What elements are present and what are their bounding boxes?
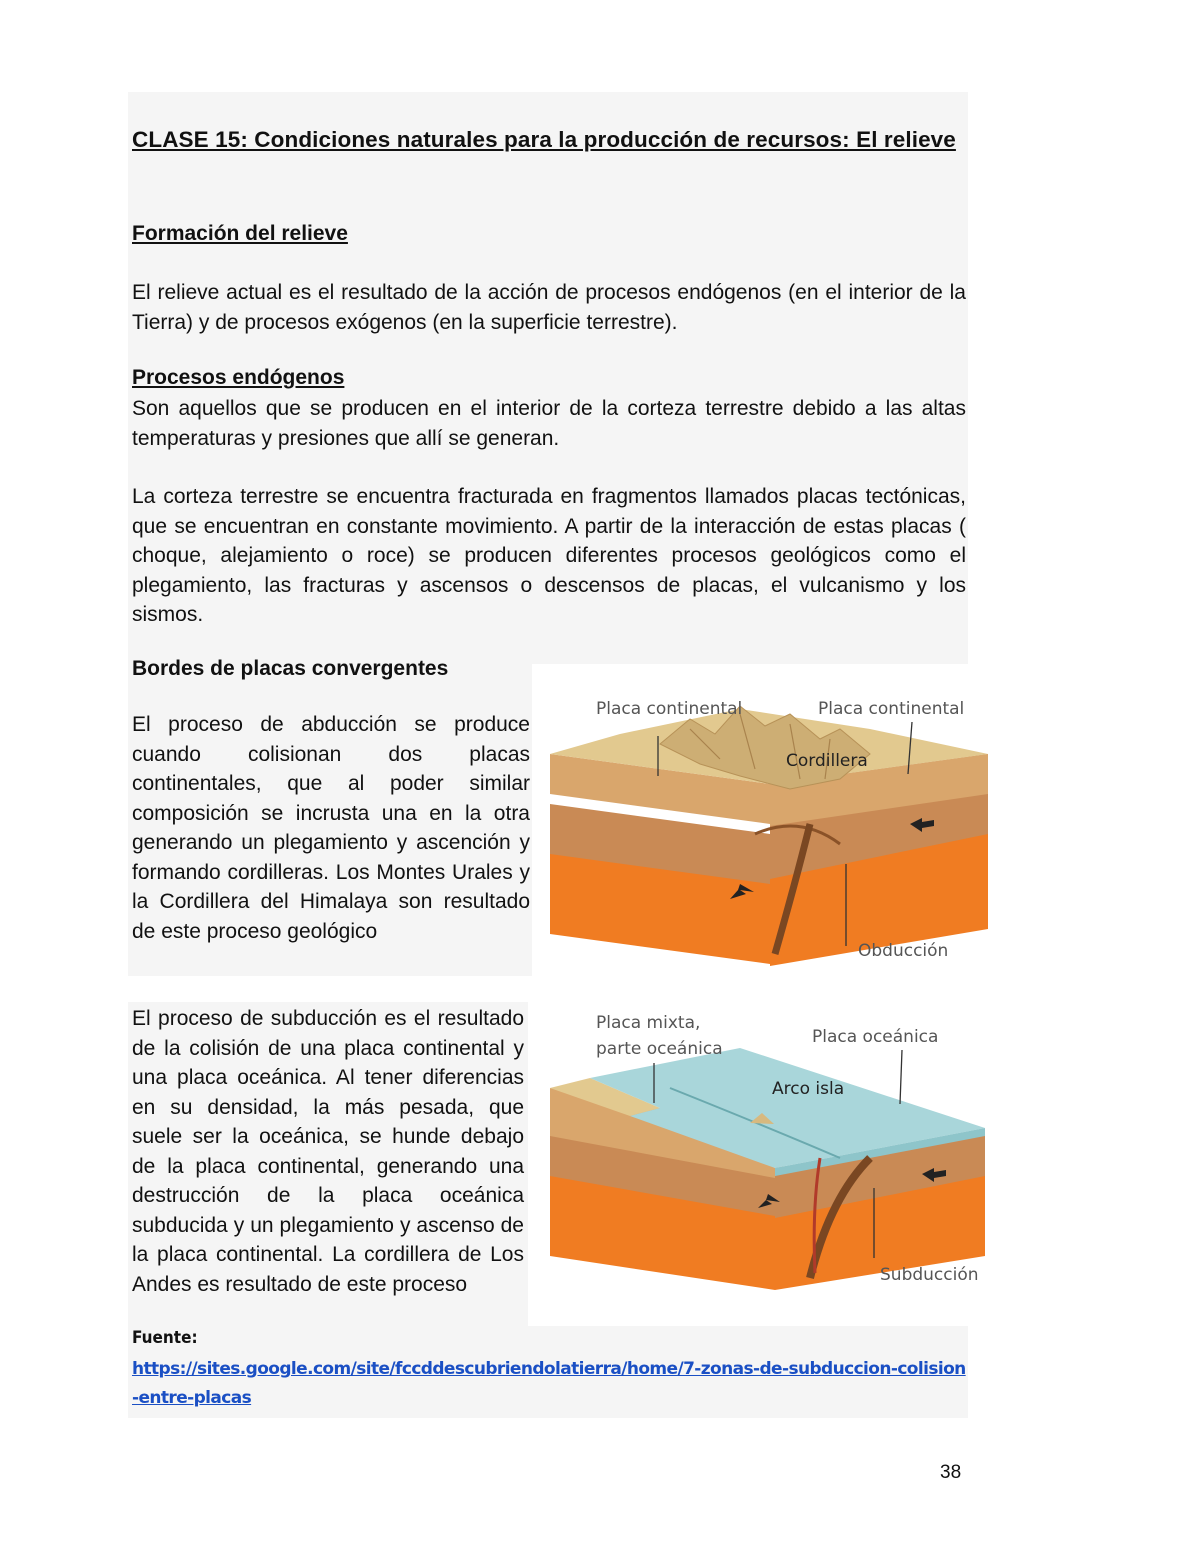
label-subduccion: Subducción <box>880 1265 979 1285</box>
paragraph-formacion: El relieve actual es el resultado de la acción de procesos endógenos (en el interior de la Tierra) y de procesos exógenos (en la superficie terrestre). <box>132 281 966 334</box>
page-number: 38 <box>940 1462 962 1483</box>
label-placa-continental-left: Placa continental <box>596 699 743 719</box>
section-heading-endogenos: Procesos endógenos <box>132 366 345 389</box>
paragraph-endogenos-1: Son aquellos que se producen en el interior de la corteza terrestre debido a las altas temperaturas y presiones que allí se generan. <box>132 397 966 450</box>
paragraph-endogenos-2: La corteza terrestre se encuentra fracturada en fragmentos llamados placas tectónicas, que se encuentran en constante movimiento. A partir de la interacción de estas placas ( choque, alejamiento o roce) se producen diferentes procesos geológicos como el plegamiento, las fracturas y ascensos o descensos de placas, el vulcanismo y los sismos. <box>132 485 966 626</box>
page-title: CLASE 15: Condiciones naturales para la producción de recursos: El relieve <box>132 127 956 152</box>
label-placa-mixta-line1: Placa mixta, <box>596 1013 701 1033</box>
source-label: Fuente: <box>132 1328 198 1348</box>
label-placa-continental-right: Placa continental <box>818 699 965 719</box>
label-placa-mixta-line2: parte oceánica <box>596 1039 723 1059</box>
source-link[interactable]: https://sites.google.com/site/fccddescubriendolatierra/home/7-zonas-de-subduccion-colision-entre-placas <box>132 1359 966 1408</box>
label-cordillera: Cordillera <box>786 751 868 771</box>
paragraph-abduccion: El proceso de abducción se produce cuando colisionan dos placas continentales, que al poder similar composición se incrusta una en la otra generando un plegamiento y ascención y formando cordilleras. Los Montes Urales y la Cordillera del Himalaya son resultado de este proceso geológico <box>132 713 530 943</box>
label-arco-isla: Arco isla <box>772 1079 845 1099</box>
leader-line-right <box>900 1050 902 1104</box>
paragraph-subduccion: El proceso de subducción es el resultado de la colisión de una placa continental y una placa oceánica. Al tener diferencias en su densidad, la más pesada, que suele ser la oceánica, se hunde debajo de la placa continental, generando una destrucción de la placa oceánica subducida y un plegamiento y ascenso de la placa continental. La cordillera de Los Andes es resultado de este proceso <box>132 1007 524 1296</box>
obduccion-diagram <box>540 684 990 974</box>
section-heading-bordes: Bordes de placas convergentes <box>132 657 449 680</box>
label-placa-oceanica: Placa oceánica <box>812 1027 939 1047</box>
section-heading-formacion: Formación del relieve <box>132 222 348 245</box>
label-obduccion: Obducción <box>858 941 949 961</box>
subduccion-diagram <box>540 1008 990 1296</box>
